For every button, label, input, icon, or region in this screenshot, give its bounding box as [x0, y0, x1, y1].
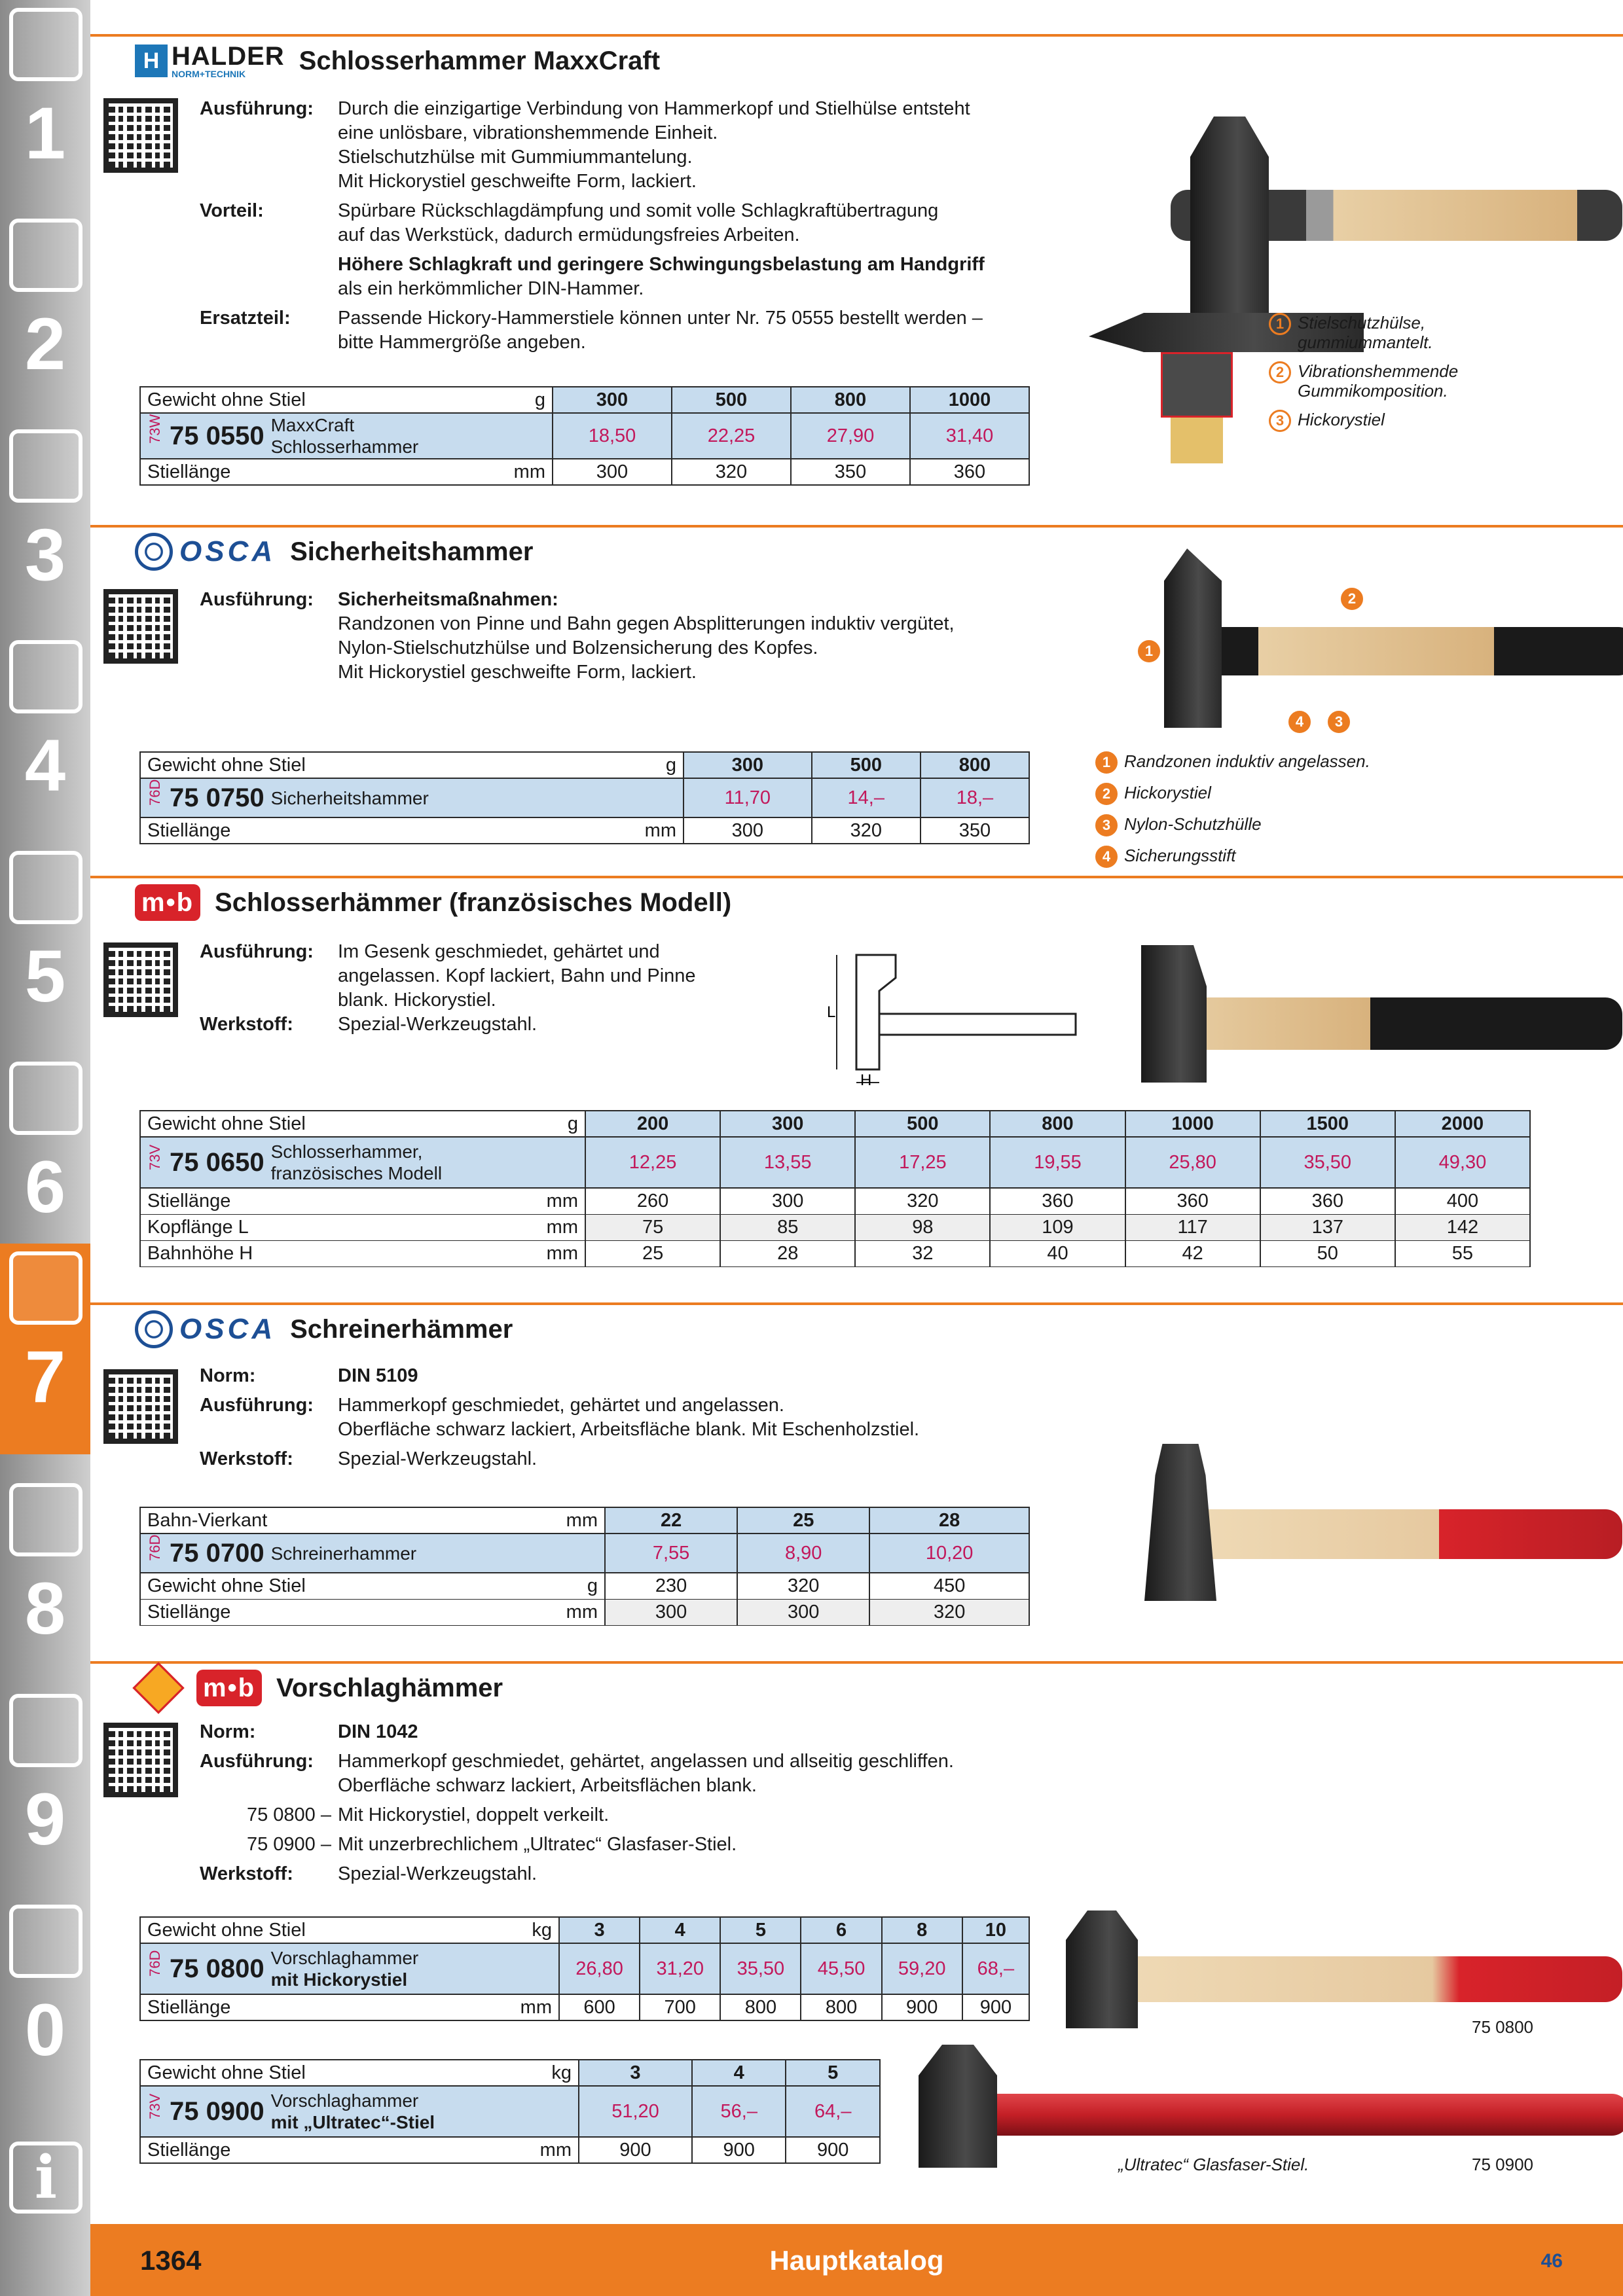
caliper-icon — [9, 640, 82, 713]
section-divider — [90, 525, 1623, 528]
bull-logo-icon — [132, 1662, 184, 1713]
svg-text:L: L — [827, 1003, 836, 1021]
section-french-model — [90, 880, 1623, 1300]
safety-hammer-image: 1 2 3 4 — [1099, 548, 1623, 738]
price-table: Gewicht ohne Stiel g 300 500 800 1000 73W 75 0550 MaxxCraft Schlosserhammer 18,50 22,25 27,90 31,40 Stiellänge mm 300 320 350 360 — [139, 386, 1030, 486]
section-title: Vorschlaghämmer — [276, 1673, 503, 1702]
osca-logo: OSCA — [135, 533, 276, 571]
mb-logo: m•b — [135, 884, 200, 921]
chapter-tab-0[interactable]: 0 — [0, 1897, 90, 2108]
maxxcraft-legend: 1 Stielschutzhülse, gummiummantelt. 2 Vibrationshemmende Gummikomposition. 3 Hickorystiel — [1269, 313, 1478, 441]
qr-code[interactable] — [103, 589, 178, 664]
wrench-icon — [9, 1062, 82, 1135]
chapter-tab-3[interactable]: 3 — [0, 422, 90, 632]
qr-code[interactable] — [103, 1369, 178, 1444]
price-table-750900: Gewicht ohne Stiel kg 3 4 5 73V 75 0900 Vorschlaghammer mit „Ultratec“-Stiel 51,20 56,– 64,– Stiellänge mm 900 900 900 — [139, 2059, 881, 2164]
toolbox-icon — [9, 1483, 82, 1556]
cabinet-icon — [9, 1694, 82, 1767]
sub-page-number: 46 — [1541, 2250, 1563, 2272]
page-footer — [90, 2224, 1623, 2296]
chapter-tab-2[interactable]: 2 — [0, 211, 90, 422]
svg-text:H: H — [860, 1071, 872, 1089]
section-header — [135, 880, 731, 925]
section-schreinerhammer — [90, 1306, 1623, 1659]
image-caption: „Ultratec“ Glasfaser-Stiel. — [1118, 2155, 1309, 2174]
chapter-tab-5[interactable]: 5 — [0, 843, 90, 1054]
article-cell[interactable]: 73V 75 0650 Schlosserhammer, französisches Modell — [140, 1137, 585, 1188]
article-cell[interactable]: 76D 75 0700 Schreinerhammer — [140, 1534, 605, 1573]
osca-logo-icon — [135, 1310, 173, 1348]
halder-logo-icon: H — [135, 45, 168, 77]
product-description: Ausführung: Durch die einzigartige Verbindung von Hammerkopf und Stielhülse entsteht eine unlösbare, vibrationshemmende Einheit. Stielschutzhülse mit Gummiummantelung. Mit Hickorystiel geschweifte Form, lackiert. Vorteil: Spürbare Rückschlagdämpfung und somit volle Schlagkraftübertragung auf das Werkstück, dadurch ermüdungsfreies Arbeiten. Höhere Schlagkraft und geringere Schwingungsbelastung am Handgriff als ein herkömmlicher DIN-Hammer. Ersatzteil: Passende Hickory-Hammerstiele können unter Nr. 75 0555 bestellt werden – bitte Hammergröße angeben. — [200, 98, 985, 353]
product-description: Norm: DIN 1042 Ausführung: Hammerkopf geschmiedet, gehärtet, angelassen und allseitig geschliffen. Oberfläche schwarz lackiert, Arbeitsflächen blank. 75 0800 – Mit Hickorystiel, doppelt verkeilt. 75 0900 – Mit unzerbrechlichem „Ultratec“ Glasfaser-Stiel. Werkstoff: Spezial-Werkzeugstahl. — [200, 1721, 954, 1884]
article-cell[interactable]: 76D 75 0750 Sicherheitshammer — [140, 778, 684, 817]
pliers-icon — [9, 1251, 82, 1325]
section-divider — [90, 34, 1623, 37]
safety-goggles-icon — [9, 1905, 82, 1978]
price-table: Gewicht ohne Stiel g 200 300 500 800 1000 1500 2000 73V 75 0650 Schlosserhammer, französisches Modell 12,25 13,55 17,25 19,55 25,80 35,50 49,30 Stiellänge mm 260 300 320 360 360 360 400 Kopflänge L mm 75 85 98 109 117 137 142 Bahnhöhe H mm 25 28 32 40 42 50 55 — [139, 1110, 1531, 1267]
section-divider — [90, 1661, 1623, 1664]
info-tab[interactable]: i — [9, 2142, 82, 2214]
section-title: Sicherheitshammer — [290, 537, 534, 566]
sledgehammer-ultratec-image — [896, 2045, 1623, 2169]
product-description: Ausführung: Sicherheitsmaßnahmen: Randzonen von Pinne und Bahn gegen Absplitterungen induktiv vergütet, Nylon-Stielschutzhülse und Bolzensicherung des Kopfes. Mit Hickorystiel geschweifte Form, lackiert. — [200, 589, 955, 683]
article-cell[interactable]: 73W 75 0550 MaxxCraft Schlosserhammer — [140, 413, 553, 459]
section-sicherheitshammer — [90, 529, 1623, 877]
qr-code[interactable] — [103, 1723, 178, 1797]
section-divider — [90, 1302, 1623, 1305]
image-caption: 75 0800 — [1472, 2017, 1533, 2037]
halder-logo: H HALDER NORM+TECHNIK — [135, 43, 285, 79]
section-vorschlaghammer — [90, 1665, 1623, 2221]
page-number: 1364 — [140, 2245, 202, 2276]
saw-blade-icon — [9, 851, 82, 924]
chapter-tab-8[interactable]: 8 — [0, 1475, 90, 1686]
osca-logo-icon — [135, 533, 173, 571]
article-cell[interactable]: 76D 75 0800 Vorschlaghammer mit Hickorystiel — [140, 1943, 559, 1994]
product-description: Ausführung: Im Gesenk geschmiedet, gehärtet und angelassen. Kopf lackiert, Bahn und Pinne blank. Hickorystiel. Werkstoff: Spezial-Werkzeugstahl. — [200, 941, 696, 1035]
mb-logo: m•b — [196, 1670, 262, 1706]
section-title: Schreinerhämmer — [290, 1314, 513, 1344]
qr-code[interactable] — [103, 942, 178, 1017]
qr-code[interactable] — [103, 98, 178, 173]
insert-icon — [9, 219, 82, 292]
osca-logo: OSCA — [135, 1310, 276, 1348]
section-header — [135, 529, 533, 575]
section-header — [135, 38, 660, 84]
price-table: Bahn-Vierkant mm 22 25 28 76D 75 0700 Schreinerhammer 7,55 8,90 10,20 Gewicht ohne Stiel g 230 320 450 Stiellänge mm 300 300 320 — [139, 1507, 1030, 1626]
section-maxxcraft — [90, 38, 1623, 522]
article-cell[interactable]: 73V 75 0900 Vorschlaghammer mit „Ultratec“-Stiel — [140, 2086, 579, 2137]
product-description: Norm: DIN 5109 Ausführung: Hammerkopf geschmiedet, gehärtet und angelassen. Oberfläche schwarz lackiert, Arbeitsfläche blank. Mit Eschenholzstiel. Werkstoff: Spezial-Werkzeugstahl. — [200, 1365, 920, 1469]
chapter-tab-1[interactable]: 1 — [0, 0, 90, 211]
carpenter-hammer-image — [1099, 1444, 1623, 1601]
chapter-tab-6[interactable]: 6 — [0, 1054, 90, 1265]
catalog-title: Hauptkatalog — [769, 2245, 944, 2276]
section-title: Schlosserhammer MaxxCraft — [299, 46, 661, 75]
price-table-750800: Gewicht ohne Stiel kg 3 4 5 6 8 10 76D 75 0800 Vorschlaghammer mit Hickorystiel 26,80 31,20 35,50 45,50 59,20 68,– Stiellänge mm 600 700 800 800 900 900 — [139, 1916, 1030, 2021]
section-header — [135, 1306, 513, 1352]
french-hammer-image — [1099, 945, 1623, 1083]
chapter-tab-9[interactable]: 9 — [0, 1686, 90, 1897]
section-title: Schlosserhämmer (französisches Modell) — [215, 888, 732, 917]
image-caption: 75 0900 — [1472, 2155, 1533, 2174]
chapter-sidebar — [0, 0, 90, 2296]
safety-legend: 1 Randzonen induktiv angelassen. 2 Hickorystiel 3 Nylon-Schutzhülle 4 Sicherungsstift — [1095, 751, 1423, 877]
drill-bit-icon — [9, 8, 82, 81]
chapter-tab-7[interactable]: 7 — [0, 1244, 90, 1454]
maxxcraft-hammer-image — [1099, 117, 1623, 326]
section-header — [135, 1665, 503, 1711]
sledgehammer-hickory-image — [1040, 1910, 1623, 2035]
chapter-tab-4[interactable]: 4 — [0, 632, 90, 843]
section-divider — [90, 876, 1623, 878]
chuck-icon — [9, 429, 82, 503]
price-table: Gewicht ohne Stiel g 300 500 800 76D 75 0750 Sicherheitshammer 11,70 14,– 18,– Stiellänge mm 300 320 350 — [139, 751, 1030, 844]
